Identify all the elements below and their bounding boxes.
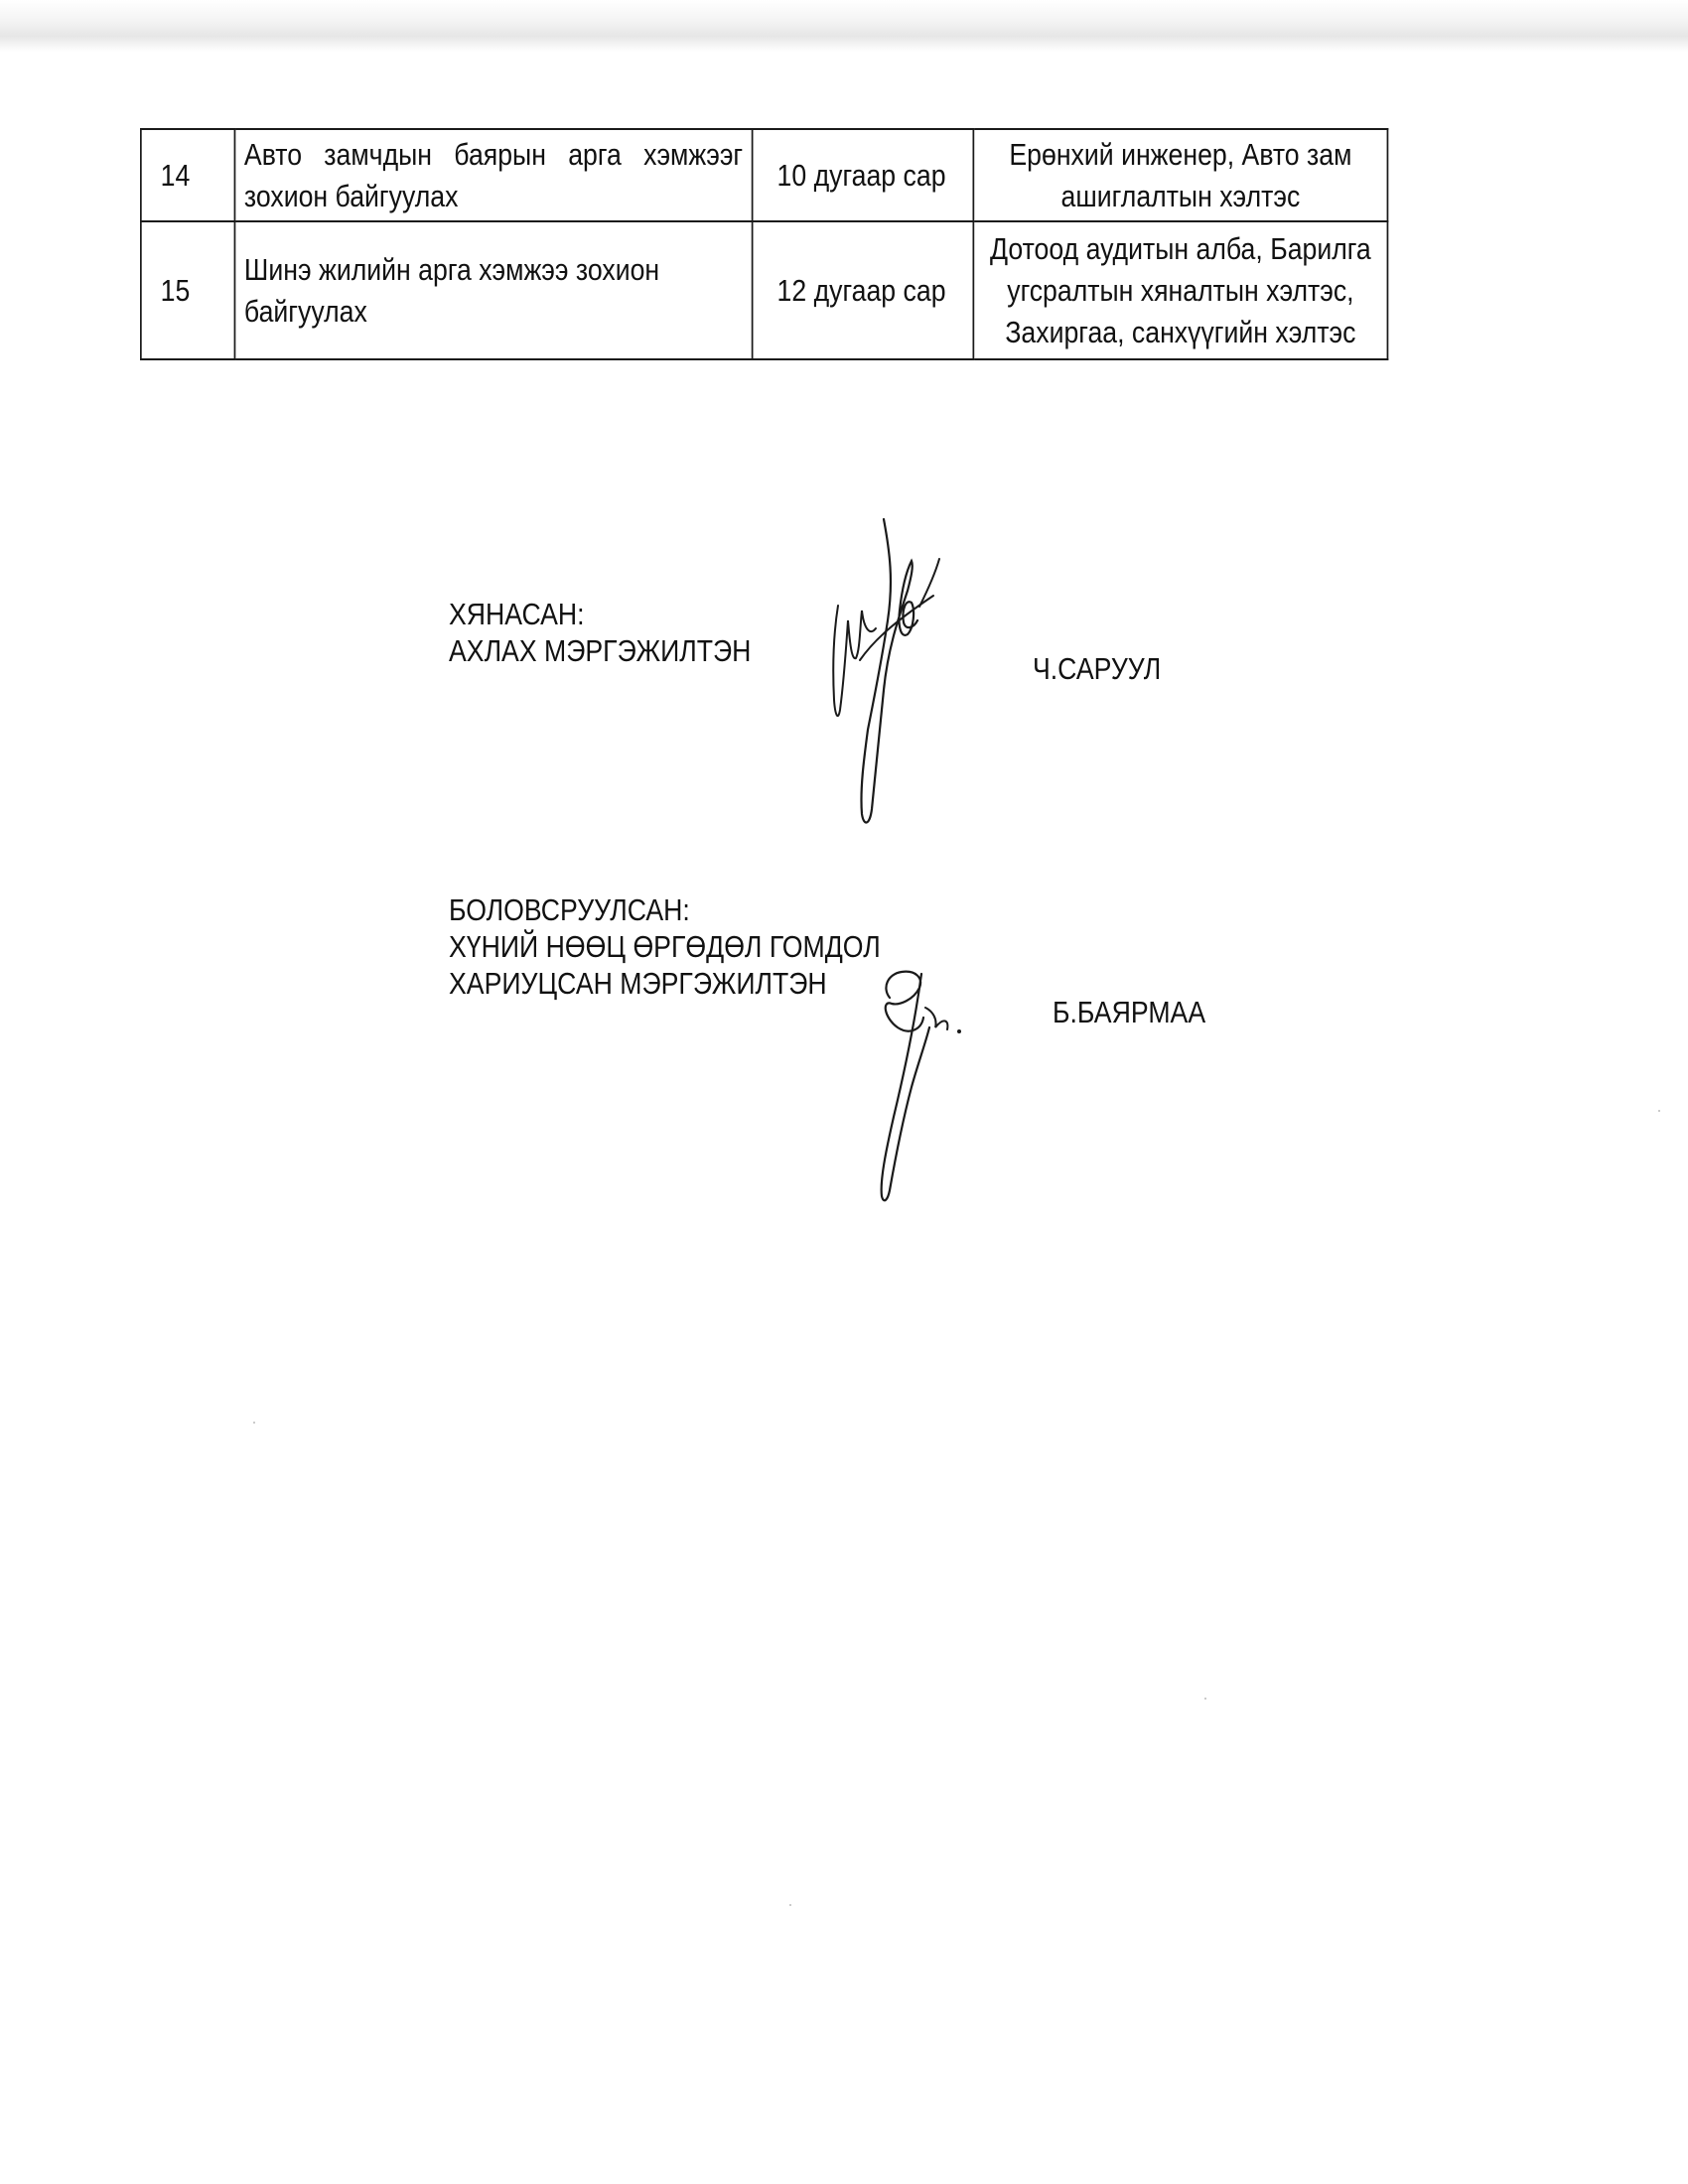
scan-edge-shadow bbox=[0, 0, 1688, 52]
reviewer-name: Ч.САРУУЛ bbox=[1033, 651, 1162, 686]
table-row bbox=[141, 221, 1388, 359]
responsible-line: угсралтын хяналтын хэлтэс, bbox=[1007, 272, 1354, 308]
scan-speck bbox=[1204, 1698, 1206, 1700]
preparer-name: Б.БАЯРМАА bbox=[1053, 995, 1206, 1029]
responsible-line: Захиргаа, санхүүгийн хэлтэс bbox=[1005, 314, 1356, 349]
scan-speck bbox=[253, 1422, 255, 1424]
task-cell: Авто замчдын баярын арга хэмжээг зохион байгуулах bbox=[234, 129, 752, 221]
preparer-signature bbox=[864, 948, 983, 1206]
date-cell: 10 дугаар сар bbox=[753, 129, 974, 221]
date-cell: 12 дугаар сар bbox=[753, 221, 974, 359]
plan-table bbox=[140, 128, 1388, 360]
responsible-line: Дотоод аудитын алба, Барилга bbox=[990, 230, 1371, 266]
reviewed-block bbox=[449, 596, 751, 669]
prepared-position-line: ХҮНИЙ НӨӨЦ ӨРГӨДӨЛ ГОМДОЛ bbox=[449, 929, 881, 964]
row-number: 15 bbox=[141, 221, 235, 359]
prepared-block bbox=[449, 891, 881, 1002]
row-number: 14 bbox=[141, 129, 235, 221]
reviewed-label: ХЯНАСАН: bbox=[449, 597, 585, 631]
prepared-label: БОЛОВСРУУЛСАН: bbox=[449, 892, 690, 927]
responsible-line: Ерөнхий инженер, Авто зам bbox=[1009, 136, 1352, 172]
reviewer-signature bbox=[824, 511, 953, 829]
scan-speck bbox=[789, 1904, 791, 1906]
responsible-cell bbox=[973, 221, 1387, 359]
prepared-position-line: ХАРИУЦСАН МЭРГЭЖИЛТЭН bbox=[449, 966, 827, 1001]
responsible-cell bbox=[973, 129, 1387, 221]
scan-speck bbox=[1658, 1110, 1660, 1112]
responsible-line: ашиглалтын хэлтэс bbox=[1060, 178, 1301, 213]
table-row bbox=[141, 129, 1388, 221]
reviewed-position: АХЛАХ МЭРГЭЖИЛТЭН bbox=[449, 633, 752, 668]
task-cell: Шинэ жилийн арга хэмжээ зохион байгуулах bbox=[234, 221, 752, 359]
